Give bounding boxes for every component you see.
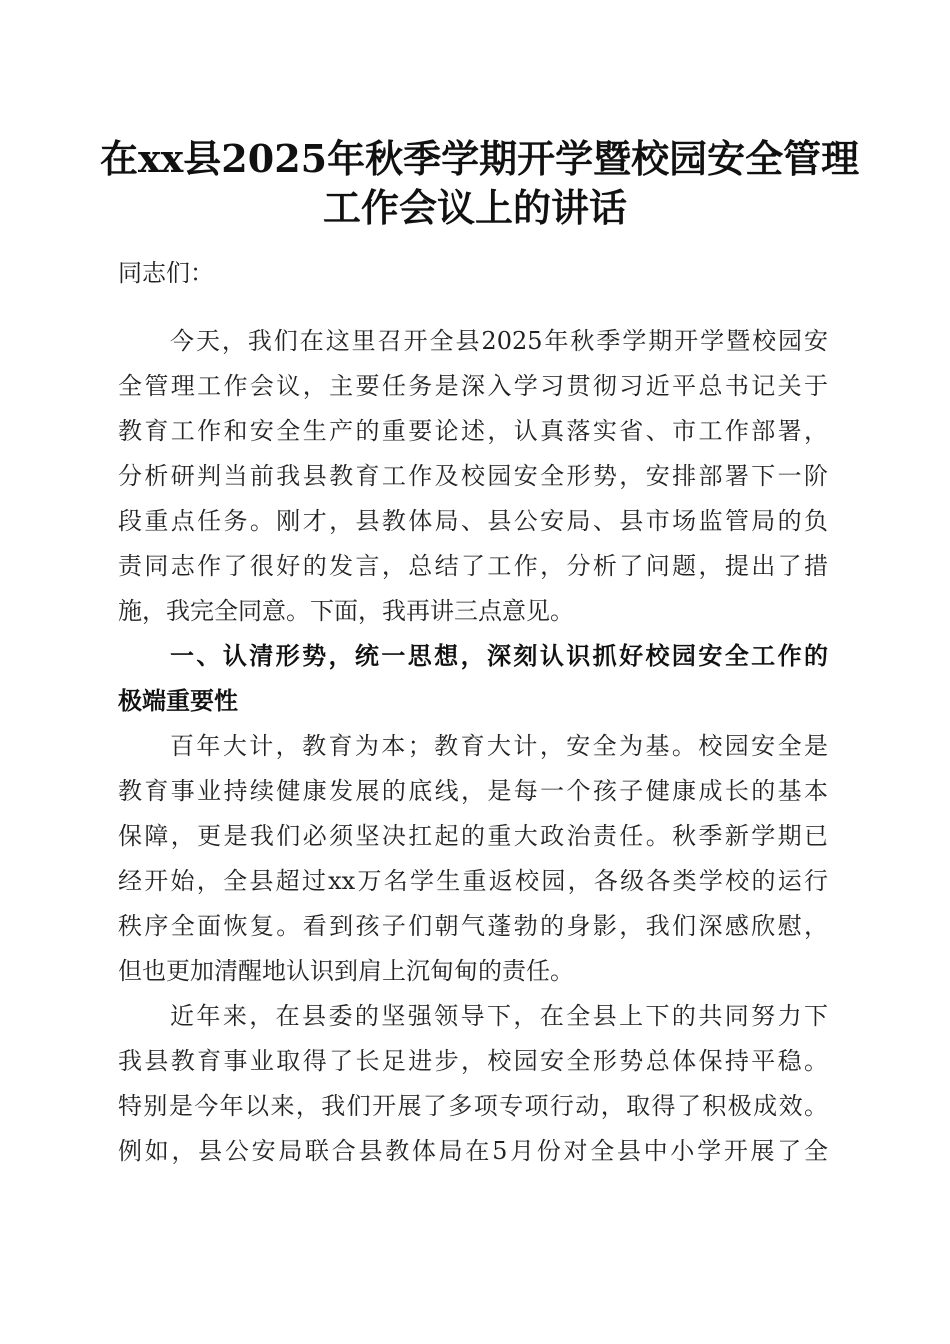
paragraph-2-line: 百年大计，教育为本；教育大计，安全为基。校园安全是: [170, 732, 828, 760]
section-heading-1: 一、认清形势，统一思想，深刻认识抓好校园安全工作的: [170, 642, 828, 670]
paragraph-1-line: 今天，我们在这里召开全县2025年秋季学期开学暨校园安: [170, 327, 828, 355]
paragraph-3-line: 特别是今年以来，我们开展了多项专项行动，取得了积极成效。: [118, 1092, 828, 1120]
paragraph-1-line: 段重点任务。刚才，县教体局、县公安局、县市场监管局的负: [118, 507, 828, 535]
salutation: 同志们：: [118, 259, 214, 287]
paragraph-1-line: 分析研判当前我县教育工作及校园安全形势，安排部署下一阶: [118, 462, 828, 490]
paragraph-1-line: 责同志作了很好的发言，总结了工作，分析了问题，提出了措: [118, 552, 828, 580]
document-title-line-2: 工作会议上的讲话: [322, 185, 627, 230]
paragraph-2-line: 但也更加清醒地认识到肩上沉甸甸的责任。: [118, 957, 574, 985]
paragraph-1-line: 教育工作和安全生产的重要论述，认真落实省、市工作部署，: [118, 417, 828, 445]
paragraph-2-line: 教育事业持续健康发展的底线，是每一个孩子健康成长的基本: [118, 777, 828, 805]
section-heading-1: 极端重要性: [118, 687, 238, 715]
paragraph-3-line: 近年来，在县委的坚强领导下，在全县上下的共同努力下: [170, 1002, 828, 1030]
paragraph-2-line: 经开始，全县超过xx万名学生重返校园，各级各类学校的运行: [118, 867, 828, 895]
paragraph-3-line: 我县教育事业取得了长足进步，校园安全形势总体保持平稳。: [118, 1047, 828, 1075]
paragraph-1-line: 全管理工作会议，主要任务是深入学习贯彻习近平总书记关于: [118, 372, 828, 400]
paragraph-2-line: 保障，更是我们必须坚决扛起的重大政治责任。秋季新学期已: [118, 822, 828, 850]
paragraph-2-line: 秩序全面恢复。看到孩子们朝气蓬勃的身影，我们深感欣慰，: [118, 912, 828, 940]
paragraph-3-line: 例如，县公安局联合县教体局在5月份对全县中小学开展了全: [118, 1137, 828, 1165]
document-title-line-1: 在xx县2025年秋季学期开学暨校园安全管理: [100, 136, 860, 181]
paragraph-1-line: 施，我完全同意。下面，我再讲三点意见。: [118, 597, 574, 625]
